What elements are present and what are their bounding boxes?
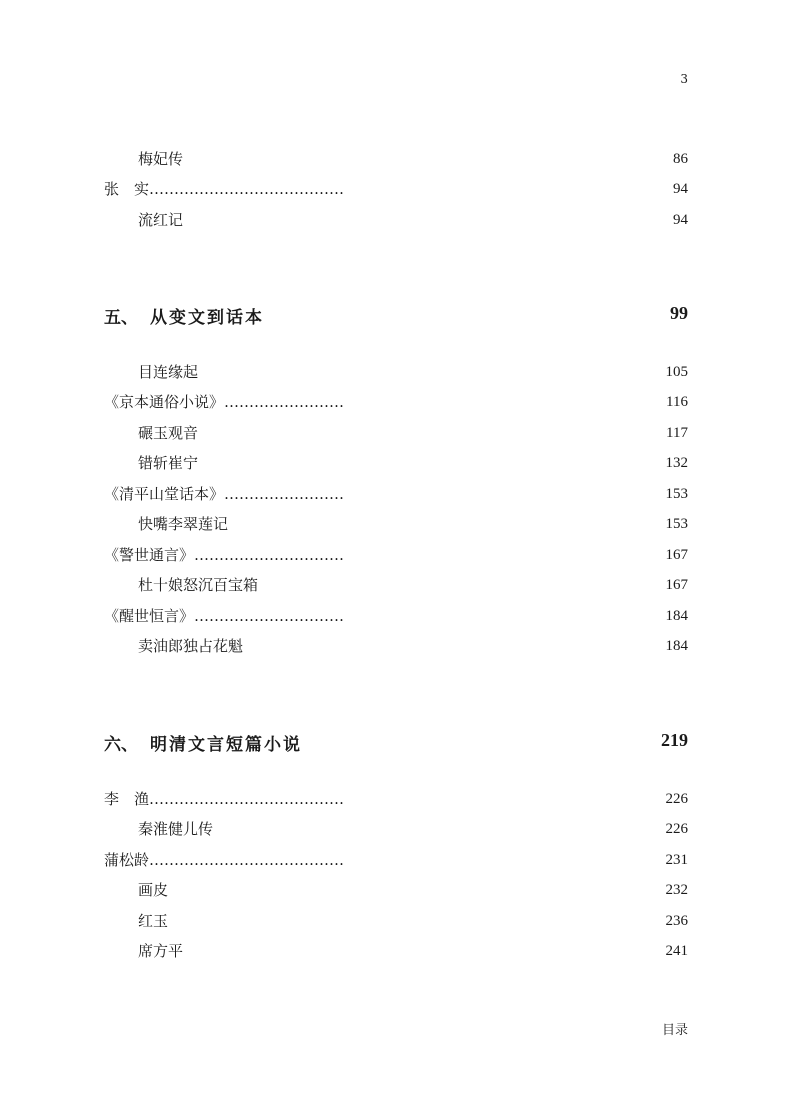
toc-entry-page: 231 — [665, 852, 688, 868]
toc-entry-page: 132 — [665, 455, 688, 471]
toc-entry[interactable] — [104, 452, 688, 476]
toc-entry-page: 94 — [673, 212, 688, 228]
toc-entry-title: 李 渔………………………………… — [104, 790, 345, 808]
toc-entry-page: 153 — [665, 486, 688, 502]
toc-entry-title: 快嘴李翠莲记 — [138, 515, 229, 533]
toc-entry-title: 梅妃传 — [138, 150, 184, 168]
toc-entry[interactable] — [104, 391, 688, 415]
toc-entry-title: 画皮 — [138, 881, 169, 899]
section-number: 六、 — [104, 735, 138, 755]
toc-entry-page: 232 — [665, 882, 688, 898]
toc-entry[interactable] — [104, 422, 688, 446]
toc-entry[interactable] — [104, 940, 688, 964]
toc-entry-page: 117 — [666, 425, 688, 441]
toc-entry-page: 86 — [673, 151, 688, 167]
toc-entry-title: 《清平山堂话本》…………………… — [104, 485, 345, 503]
toc-entry-page: 94 — [673, 181, 688, 197]
toc-entry-page: 226 — [665, 791, 688, 807]
toc-entry-title: 张 实………………………………… — [104, 180, 345, 198]
section-title: 从变文到话本 — [150, 308, 264, 328]
toc-entry-title: 席方平 — [138, 942, 184, 960]
toc-entry-page: 241 — [665, 943, 688, 959]
page-number: 3 — [680, 72, 688, 86]
toc-entry-title: 秦淮健儿传 — [138, 820, 214, 838]
toc-entry[interactable] — [104, 605, 688, 629]
toc-entry-page: 236 — [665, 913, 688, 929]
toc-entry-page: 167 — [665, 547, 688, 563]
toc-entry-title: 《警世通言》………………………… — [104, 546, 345, 564]
toc-entry-page: 167 — [665, 577, 688, 593]
section-title: 明清文言短篇小说 — [150, 735, 302, 755]
toc-entry[interactable] — [104, 513, 688, 537]
toc-entry[interactable] — [104, 574, 688, 598]
toc-entry-page: 153 — [665, 516, 688, 532]
toc-entry-title: 错斩崔宁 — [138, 454, 199, 472]
toc-entry[interactable] — [104, 544, 688, 568]
toc-entry-title: 卖油郎独占花魁 — [138, 637, 244, 655]
toc-entry-title: 《醒世恒言》………………………… — [104, 607, 345, 625]
toc-entry-page: 105 — [665, 364, 688, 380]
toc-entry[interactable] — [104, 635, 688, 659]
section-heading[interactable] — [104, 730, 688, 760]
toc-entry-title: 红玉 — [138, 912, 169, 930]
section-page: 99 — [670, 303, 688, 323]
section-heading[interactable] — [104, 303, 688, 333]
toc-entry-title: 目连缘起 — [138, 363, 199, 381]
toc-entry[interactable] — [104, 818, 688, 842]
toc-entry[interactable] — [104, 148, 688, 172]
toc-entry-title: 杜十娘怒沉百宝箱 — [138, 576, 259, 594]
toc-entry-page: 226 — [665, 821, 688, 837]
toc-entry[interactable] — [104, 788, 688, 812]
running-footer: 目录 — [661, 1023, 688, 1038]
toc-entry-page: 184 — [665, 608, 688, 624]
toc-entry[interactable] — [104, 849, 688, 873]
toc-entry-title: 流红记 — [138, 211, 184, 229]
toc-entry[interactable] — [104, 910, 688, 934]
toc-entry-title: 《京本通俗小说》…………………… — [104, 393, 345, 411]
toc-entry[interactable] — [104, 178, 688, 202]
toc-entry-page: 184 — [665, 638, 688, 654]
toc-entry-title: 碾玉观音 — [138, 424, 199, 442]
toc-entry[interactable] — [104, 483, 688, 507]
toc-entry[interactable] — [104, 209, 688, 233]
toc-entry[interactable] — [104, 361, 688, 385]
toc-entry[interactable] — [104, 879, 688, 903]
toc-entry-page: 116 — [666, 394, 688, 410]
toc-entry-title: 蒲松龄………………………………… — [104, 851, 345, 869]
section-page: 219 — [661, 730, 688, 750]
section-number: 五、 — [104, 308, 138, 328]
